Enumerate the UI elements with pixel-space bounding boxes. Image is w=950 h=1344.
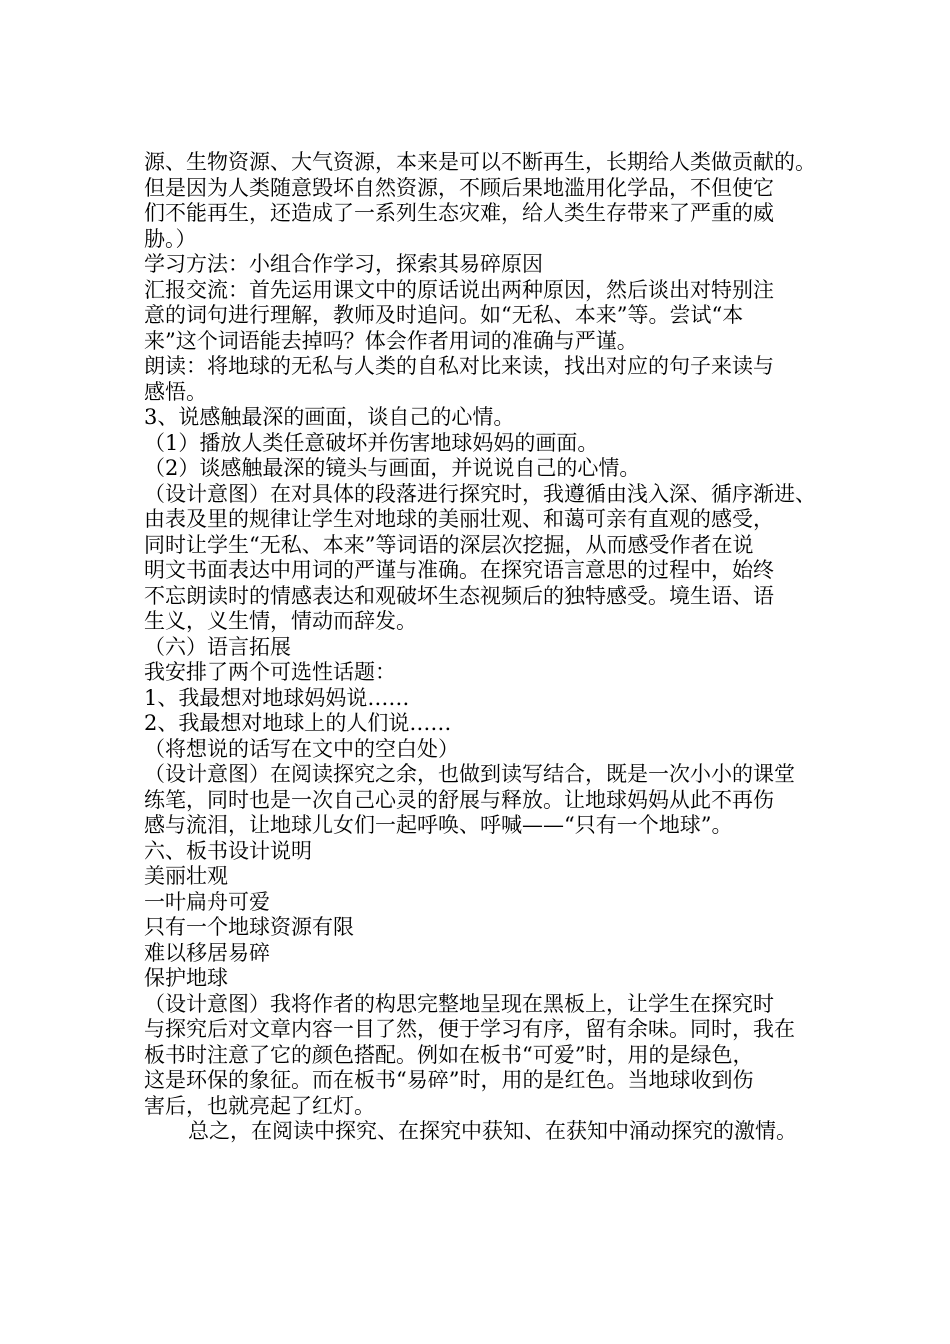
board-line: 保护地球 — [144, 966, 228, 990]
list-item: 1、我最想对地球妈妈说…… — [144, 685, 410, 710]
text-line: （2）谈感触最深的镜头与画面，并说说自己的心情。 — [144, 456, 641, 480]
text-line: 汇报交流：首先运用课文中的原话说出两种原因，然后谈出对特别注 — [144, 277, 774, 302]
text-line: 这是环保的象征。而在板书“易碎”时，用的是红色。当地球收到伤 — [144, 1068, 754, 1092]
section-heading: 六、板书设计说明 — [144, 838, 312, 863]
board-line: 一叶扁舟可爱 — [144, 889, 270, 914]
text-line: 明文书面表达中用词的严谨与准确。在探究语言意思的过程中，始终 — [144, 558, 774, 582]
board-line: 美丽壮观 — [144, 864, 228, 888]
text-line: 我安排了两个可选性话题： — [144, 660, 396, 684]
text-line: 朗读：将地球的无私与人类的自私对比来读，找出对应的句子来读与 — [144, 354, 774, 378]
text-line: 3、说感触最深的画面，谈自己的心情。 — [144, 405, 515, 429]
text-line: （设计意图）在阅读探究之余，也做到读写结合，既是一次小小的课堂 — [144, 762, 795, 786]
text-line: 意的词句进行理解，教师及时追问。如“无私、本来”等。尝试“本 — [144, 303, 744, 327]
text-line: 练笔，同时也是一次自己心灵的舒展与释放。让地球妈妈从此不再伤 — [144, 787, 774, 812]
text-line: 胁。） — [144, 226, 197, 251]
text-line: 由表及里的规律让学生对地球的美丽壮观、和蔼可亲有直观的感受， — [144, 507, 774, 531]
text-line: （1）播放人类任意破坏并伤害地球妈妈的画面。 — [144, 430, 599, 455]
text-line: 生义，义生情，情动而辞发。 — [144, 609, 417, 633]
board-line: 只有一个地球资源有限 — [144, 915, 354, 939]
document-body — [144, 150, 820, 1145]
text-line: 害后，也就亮起了红灯。 — [144, 1093, 375, 1118]
text-line: 板书时注意了它的颜色搭配。例如在板书“可爱”时，用的是绿色， — [144, 1042, 754, 1067]
text-line: （将想说的话写在文中的空白处） — [144, 736, 459, 761]
section-heading: （六）语言拓展 — [144, 634, 291, 659]
conclusion-line: 总之，在阅读中探究、在探究中获知、在获知中涌动探究的激情。 — [188, 1119, 797, 1143]
board-line: 难以移居易碎 — [144, 940, 270, 965]
text-line: 感悟。 — [144, 379, 207, 404]
text-line: 感与流泪，让地球儿女们一起呼唤、呼喊——“只有一个地球”。 — [144, 813, 733, 837]
text-line: 学习方法：小组合作学习，探索其易碎原因 — [144, 252, 543, 276]
text-line: 来”这个词语能去掉吗？体会作者用词的准确与严谨。 — [144, 328, 638, 353]
text-line: 但是因为人类随意毁坏自然资源，不顾后果地滥用化学品，不但使它 — [144, 175, 774, 200]
text-line: （设计意图）我将作者的构思完整地呈现在黑板上，让学生在探究时 — [144, 991, 774, 1016]
text-line: 与探究后对文章内容一目了然，便于学习有序，留有余味。同时，我在 — [144, 1017, 795, 1041]
text-line: 源、生物资源、大气资源，本来是可以不断再生，长期给人类做贡献的。 — [144, 150, 816, 174]
text-line: （设计意图）在对具体的段落进行探究时，我遵循由浅入深、循序渐进、 — [144, 481, 816, 506]
text-line: 们不能再生，还造成了一系列生态灾难，给人类生存带来了严重的威 — [144, 201, 774, 225]
text-line: 同时让学生“无私、本来”等词语的深层次挖掘，从而感受作者在说 — [144, 532, 754, 557]
text-line: 不忘朗读时的情感表达和观破坏生态视频后的独特感受。境生语、语 — [144, 583, 774, 608]
list-item: 2、我最想对地球上的人们说…… — [144, 711, 452, 735]
